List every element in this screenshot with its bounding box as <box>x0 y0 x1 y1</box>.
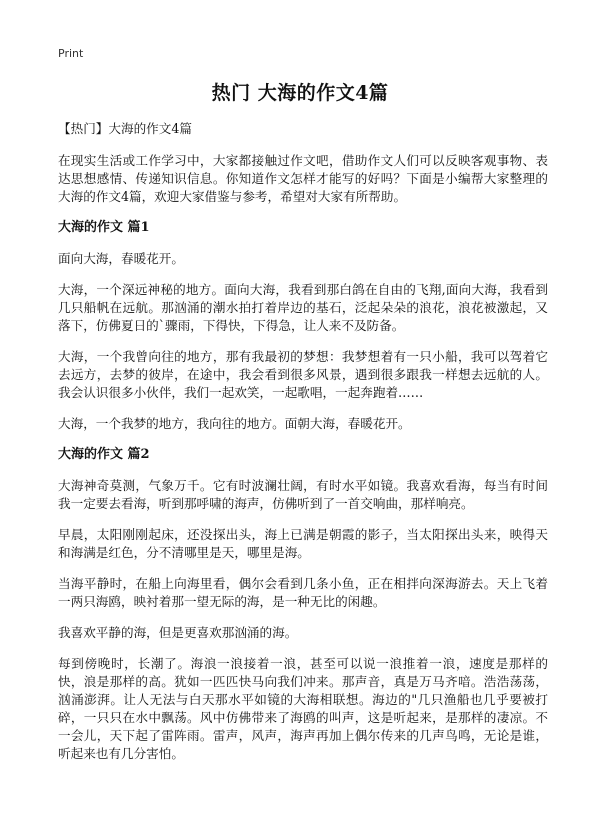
section-2-paragraph: 早晨，太阳刚刚起床，还没探出头，海上已满是朝霞的影子，当太阳探出头来，映得天和海满是红色，分不清哪里是天，哪里是海。 <box>58 527 548 560</box>
section-heading-1: 大海的作文 篇1 <box>58 220 150 235</box>
section-2-paragraph: 当海平静时，在船上向海里看，偶尔会看到几条小鱼，正在相拌向深海游去。天上飞着一两只海鸥，映衬着那一望无际的海，是一种无比的闲趣。 <box>58 576 548 609</box>
section-1-paragraph: 大海，一个我梦的地方，我向往的地方。面朝大海，春暖花开。 <box>58 416 411 431</box>
section-heading-2: 大海的作文 篇2 <box>58 447 150 462</box>
article-subtitle: 【热门】大海的作文4篇 <box>58 121 192 136</box>
article-body <box>58 120 548 776</box>
print-link[interactable]: Print <box>58 47 84 60</box>
section-2-paragraph: 大海神奇莫测，气象万千。它有时波澜壮阔，有时水平如镜。我喜欢看海，每当有时间我一定要去看海，听到那呼啸的海声，仿佛听到了一首交响曲，那样响亮。 <box>58 478 548 511</box>
section-1-paragraph: 大海，一个深远神秘的地方。面向大海，我看到那白鸽在自由的飞翔,面向大海，我看到几只船帆在远航。那汹涌的潮水拍打着岸边的基石，泛起朵朵的浪花，浪花被激起，又落下，仿佛夏日的`骤雨，下得快，下得急，让人来不及防备。 <box>58 282 548 333</box>
intro-paragraph: 在现实生活或工作学习中，大家都接触过作文吧，借助作文人们可以反映客观事物、表达思想感情、传递知识信息。你知道作文怎样才能写的好吗？下面是小编帮大家整理的大海的作文4篇，欢迎大家借鉴与参考，希望对大家有所帮助。 <box>58 153 548 204</box>
section-1-paragraph: 大海，一个我曾向往的地方，那有我最初的梦想：我梦想着有一只小船，我可以驾着它去远方，去梦的彼岸，在途中，我会看到很多风景，遇到很多跟我一样想去远航的人。我会认识很多小伙伴，我们一起欢笑，一起歌唱，一起奔跑着…… <box>58 349 548 400</box>
section-2-paragraph: 每到傍晚时，长潮了。海浪一浪接着一浪，甚至可以说一浪推着一浪，速度是那样的快，浪是那样的高。犹如一匹匹快马向我们冲来。那声音，真是万马齐喑。浩浩荡荡，汹涌澎湃。让人无法与白天那水平如镜的大海相联想。海边的"几只渔船也几乎要被打碎，一只只在水中飘荡。风中仿佛带来了海鸥的叫声，这是听起来，是那样的凄凉。不一会儿，天下起了雷阵雨。雷声，风声，海声再加上偶尔传来的几声鸟鸣，无论是谁，听起来也有几分害怕。 <box>58 656 548 761</box>
section-1-paragraph: 面向大海，春暖花开。 <box>58 251 184 266</box>
page-title: 热门 大海的作文4篇 <box>211 82 389 104</box>
section-2-paragraph: 我喜欢平静的海，但是更喜欢那汹涌的海。 <box>58 625 298 640</box>
